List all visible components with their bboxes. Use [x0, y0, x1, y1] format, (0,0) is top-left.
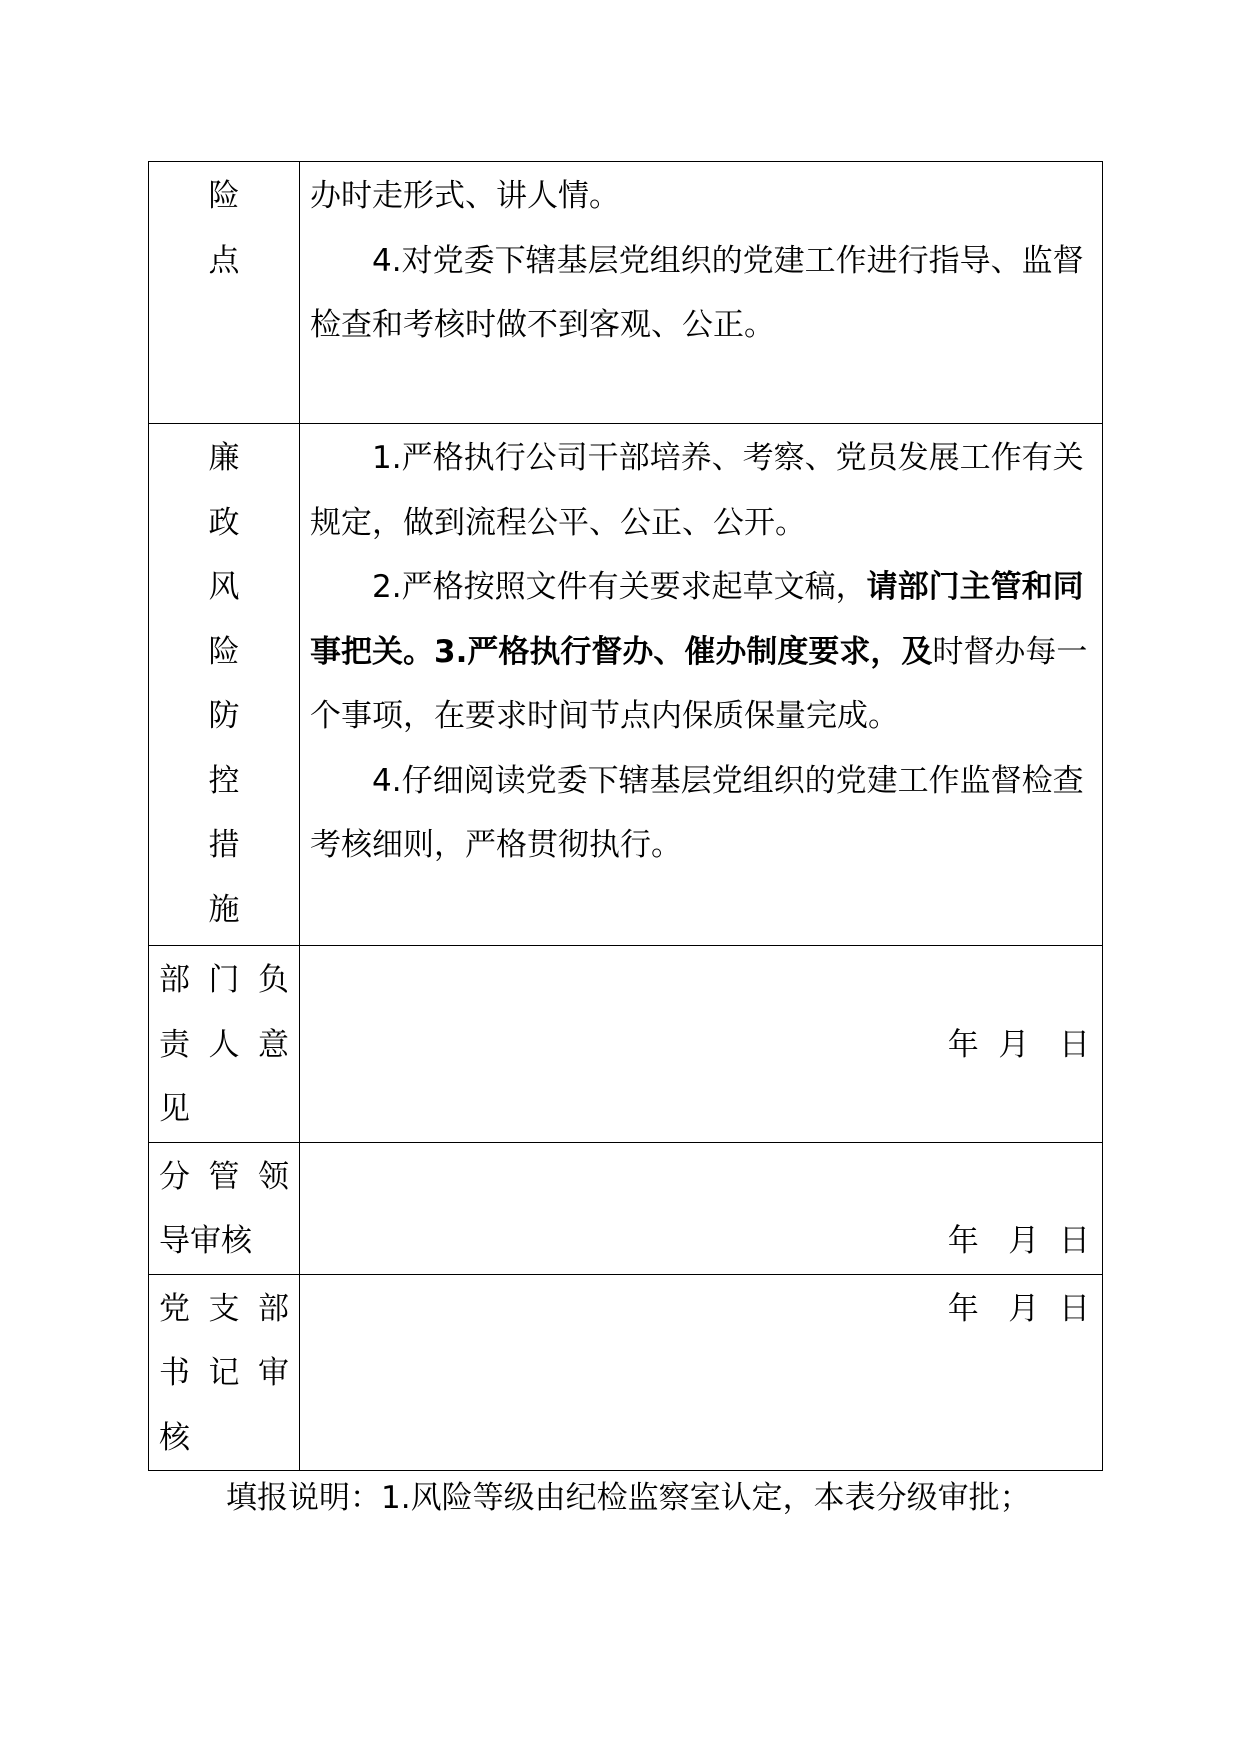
label-char: 风: [208, 569, 240, 605]
label-line: 导审核: [159, 1223, 252, 1259]
date-line: 年 月 日: [947, 1026, 1090, 1063]
date-line: 年 月 日: [947, 1290, 1090, 1327]
secretary-review-row: [149, 1274, 1103, 1471]
measure-item-2-tail: 时督办每一个事项，在要求时间节点内保质保量完成。: [310, 633, 1088, 734]
risk-points-row: [149, 162, 1103, 424]
label-char: 险: [208, 633, 240, 670]
risk-point-line: 办时走形式、讲人情。: [310, 178, 620, 214]
leader-review-row: [149, 1142, 1103, 1274]
label-line: 核: [159, 1419, 190, 1456]
secretary-review-cell[interactable]: [300, 1274, 1103, 1471]
risk-form-table: [148, 161, 1103, 1471]
measure-item-4: 4.仔细阅读党委下辖基层党组织的党建工作监督检查考核细则，严格贯彻执行。: [310, 762, 1084, 863]
risk-points-label: [149, 162, 300, 424]
label-char: 施: [208, 891, 240, 928]
label-char: 措: [208, 827, 240, 863]
label-char: 点: [208, 242, 240, 279]
leader-review-label: [149, 1142, 300, 1274]
measure-item-2-bold: 请部门主管和同事把关。3.严格执行督办、催办制度要求，及: [310, 569, 1084, 670]
date-line: 年 月 日: [947, 1223, 1090, 1259]
label-line: 见: [159, 1091, 190, 1127]
label-line: 分管领: [159, 1158, 289, 1195]
measure-item-2: [310, 555, 1092, 749]
label-char: 控: [208, 762, 240, 799]
label-char: 险: [208, 178, 240, 214]
label-line: 党支部: [159, 1290, 289, 1327]
label-char: 政: [208, 504, 240, 541]
measures-label: [149, 424, 300, 946]
measures-content: [300, 424, 1103, 946]
risk-points-content: [300, 162, 1103, 424]
label-char: 廉: [208, 440, 240, 476]
dept-head-row: [149, 946, 1103, 1143]
risk-point-item-4: 4.对党委下辖基层党组织的党建工作进行指导、监督检查和考核时做不到客观、公正。: [310, 242, 1084, 343]
secretary-review-label: [149, 1274, 300, 1471]
dept-head-label: [149, 946, 300, 1143]
label-char: 防: [208, 698, 240, 734]
label-line: 责人意: [159, 1026, 289, 1063]
measure-item-2-text: 2.严格按照文件有关要求起草文稿，: [372, 569, 867, 605]
label-line: 部门负: [159, 962, 289, 998]
measures-row: [149, 424, 1103, 946]
leader-review-cell[interactable]: [300, 1142, 1103, 1274]
fill-instructions: 填报说明：1.风险等级由纪检监察室认定，本表分级审批；: [226, 1480, 1031, 1516]
measure-item-1: 1.严格执行公司干部培养、考察、党员发展工作有关规定，做到流程公平、公正、公开。: [310, 440, 1084, 541]
label-line: 书记审: [159, 1355, 289, 1391]
dept-head-opinion-cell[interactable]: [300, 946, 1103, 1143]
